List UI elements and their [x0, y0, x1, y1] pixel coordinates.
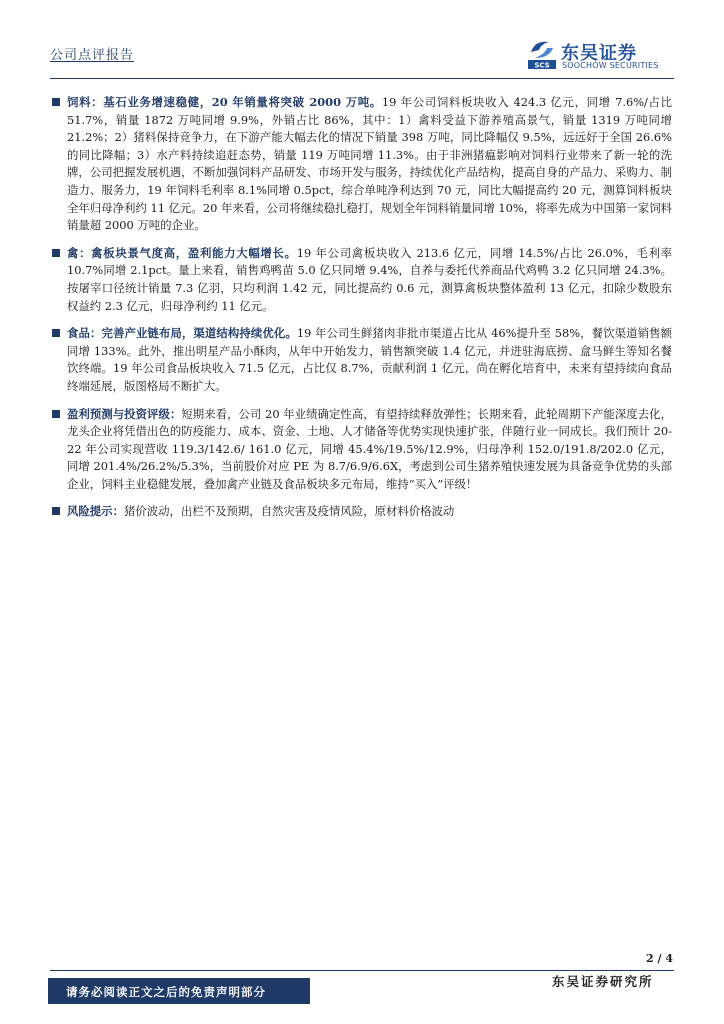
square-bullet-icon — [52, 410, 60, 418]
paragraph-lead: 盈利预测与投资评级： — [67, 406, 182, 421]
paragraph-text: 19 年公司饲料板块收入 424.3 亿元，同增 7.6%/占比 51.7%，销量 1872 万吨同增 9.9%，外销占比 86%，其中：1）禽料受益下游养殖高景气，销量 1319 万吨同增 21.2%；2）猪料保持竞争力，在下游产能大幅去化的情况下销量 398 万吨，同比降幅仅 9.5%，远远好于全国 26.6%的同比降幅；3）水产料持续追赶态势，销量 119 万吨同增 11.3%。由于非洲猪瘟影响对饲料行业带来了新一轮的洗牌，公司把握发展机遇，不断加强饲料产品研发、市场开发与服务，持续优化产品结构，提高自身的产品力、采购力、制造力、服务力，19 年饲料毛利率 8.1%同增 0.5pct，综合单吨净利达到 70 元，同比大幅提高约 20 元，测算饲料板块全年归母净利约 11 亿元。20 年来看，公司将继续稳扎稳打，规划全年饲料销量同增 10%，将率先成为中国第一家饲料销量超 2000 万吨的企业。 — [67, 95, 672, 233]
paragraph-lead: 食品：完善产业链布局，渠道结构持续优化。 — [67, 326, 297, 341]
paragraph-forecast-rating — [52, 406, 672, 494]
paragraph-lead: 风险提示： — [67, 504, 124, 519]
disclaimer-text: 请务必阅读正文之后的免责声明部分 — [66, 985, 266, 999]
paragraph-text: 猪价波动，出栏不及预期，自然灾害及疫情风险，原材料价格波动 — [123, 504, 455, 519]
paragraph-text: 19 年公司禽板块收入 213.6 亿元，同增 14.5%/占比 26.0%，毛利率 10.7%同增 2.1pct。量上来看，销售鸡鸭苗 5.0 亿只同增 9.4%，自养与委托代养商品代鸡鸭 3.2 亿只同增 24.3%。按屠宰口径统计销量 7.3 亿羽，只均利润 1.42 元，同比提高约 0.6 元，测算禽板块整体盈利 13 亿元，扣除少数股东权益约 2.3 亿元，归母净利约 11 亿元。 — [67, 245, 672, 313]
paragraph-feed — [52, 94, 672, 235]
square-bullet-icon — [52, 98, 60, 106]
paragraph-risk — [52, 503, 672, 521]
page-number: 2 / 4 — [646, 952, 673, 965]
report-type-label: 公司点评报告 — [50, 48, 135, 63]
square-bullet-icon — [52, 329, 60, 337]
square-bullet-icon — [52, 249, 60, 257]
institute-name: 东吴证券研究所 — [552, 974, 654, 989]
scs-logo-icon — [527, 38, 557, 70]
footer-divider — [50, 970, 674, 971]
paragraph-text: 19 年公司生鲜猪肉非批市渠道占比从 46%提升至 58%，餐饮渠道销售额同增 133%。此外，推出明星产品小酥肉，从年中开始发力，销售额突破 1.4 亿元，并进驻海底捞、盒马鲜生等知名餐饮终端。19 年公司食品板块收入 71.5 亿元，占比仅 8.7%，贡献利润 1 亿元，尚在孵化培育中，未来有望持续向食品终端延展，版图格局不断扩大。 — [67, 326, 672, 393]
company-logo — [527, 38, 677, 72]
logo-english-name: SOOCHOW SECURITIES — [562, 61, 659, 70]
square-bullet-icon — [52, 507, 60, 515]
logo-mark-text: SCS — [534, 61, 550, 70]
paragraph-lead: 饲料：基石业务增速稳健，20 年销量将突破 2000 万吨。 — [67, 95, 382, 109]
paragraph-lead: 禽：禽板块景气度高，盈利能力大幅增长。 — [67, 245, 297, 260]
disclaimer-banner — [48, 978, 310, 1004]
paragraph-text: 短期来看，公司 20 年业绩确定性高，有望持续释放弹性；长期来看，此轮周期下产能深度去化，龙头企业将凭借出色的防疫能力、成本、资金、土地、人才储备等优势实现快速扩张，伴随行业一同成长。我们预计 20-22 年公司实现营收 119.3/142.6/ 161.0 亿元，同增 45.4%/19.5%/12.9%，归母净利 152.0/191.8/202.0 亿元，同增 201.4%/26.2%/5.3%，当前股价对应 PE 为 8.7/6.9/6.6X，考虑到公司生猪养殖快速发展为具备竞争优势的头部企业，饲料主业稳健发展，叠加禽产业链及食品板块多元布局，维持“买入”评级！ — [67, 406, 672, 491]
logo-chinese-name: 东吴证券 — [561, 43, 637, 64]
paragraph-poultry — [52, 245, 672, 315]
paragraph-food — [52, 325, 672, 395]
report-body — [52, 94, 672, 531]
header-divider — [50, 78, 674, 79]
